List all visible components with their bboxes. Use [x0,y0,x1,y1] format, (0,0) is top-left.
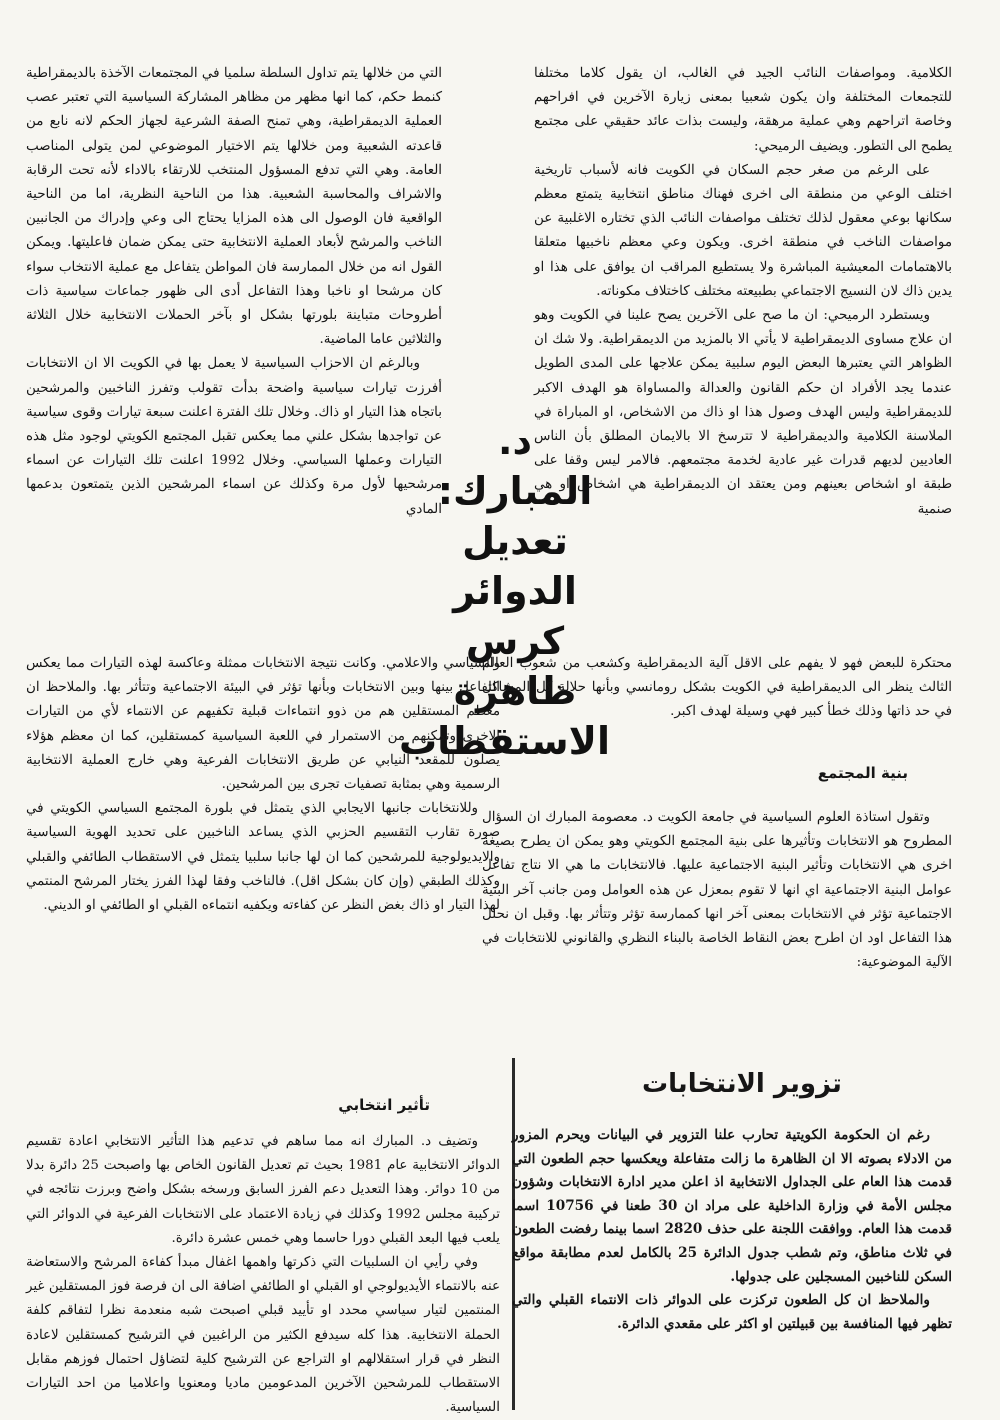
sidebar-heading: تزوير الانتخابات [642,1069,842,1099]
paragraph: وتضيف د. المبارك انه مما ساهم في تدعيم هذا التأثير الانتخابي اعادة تقسيم الدوائر الانتخابية عام 1981 بحيث تم تعديل القانون الخاص بها واصبحت 25 دائرة بدلا من 10 دوائر. وهذا التعديل دعم الفرز السابق ورسخه بشكل واضح وبرزت نتائجه في تركيبة مجلس 1992 وكذلك في زيادة الاعتماد على الانتخابات الفرعية في الدوائر التي يلعب فيها البعد القبلي دورا حاسما وهي خمس عشرة دائرة. [26,1134,501,1246]
paragraph: التي من خلالها يتم تداول السلطة سلميا في المجتمعات الآخذة بالديمقراطية كنمط حكم، كما انها مظهر من مظاهر المشاركة السياسية التي تعتبر عصب العملية الديمقراطية، وهي تمنح الصفة الشرعية لجهاز الحكم لانه نابع من قاعدته الشعبية ومن خلالها يتم الاختيار الموضوعي لمن يتولى المناصب العامة. وهي التي تدفع المسؤول المنتخب للارتقاء بالاداء لأنه تحت الرقابة والاشراف والمحاسبة الشعبية. هذا من الناحية النظرية، اما من الناحية الواقعية فان الوصول الى هذه المزايا يحتاج الى وعي وإدراك من الجانبين الناخب والمرشح لأبعاد العملية الانتخابية حتى يمكن ضمان فاعليتها. ويمكن القول انه من خلال الممارسة فان المواطن يتفاعل مع عملية الانتخاب سواء كان مرشحا او ناخبا وهذا التفاعل أدى الى ظهور جماعات سياسية ذات أطروحات متباينة بلورتها بشكل او بآخر الحملات الانتخابية خلال الثلاثة والثلاثين عاما الماضية. [26,66,442,348]
title-line-author: د. المبارك: [437,419,593,513]
paragraph: وبالرغم ان الاحزاب السياسية لا يعمل بها في الكويت الا ان الانتخابات أفرزت تيارات سياسية واضحة بدأت تقولب وتفرز الناخبين والمرشحين باتجاه هذا التيار او ذاك. وخلال تلك الفترة اعلنت سبعة تيارات وقوى سياسية عن تواجدها بشكل علني مما يعكس تقبل المجتمع الكويتي لوجود مثل هذه التيارات وعملها السياسي. وخلال 1992 اعلنت تلك التيارات عن اسماء مرشحيها لأول مرة وكذلك عن اسماء المرشحين الذين يتمتعون بدعمها المادي [26,356,442,517]
paragraph: على الرغم من صغر حجم السكان في الكويت فانه لأسباب تاريخية اختلف الوعي من منطقة الى اخرى فهناك مناطق انتخابية يتمتع معظم سكانها بوعي معقول لذلك تختلف مواصفات النائب الذي تختاره الاغلبية عن مواصفات الناخب في منطقة اخرى. ويكون وعي معظم ناخبيها متعلقا بالاهتمامات المعيشية المباشرة ولا يستطيع المراقب ان يوافق على هذا او يدين ذاك لان النسيج الاجتماعي بطبيعته مختلف كاختلاف مكوناته. [534,162,952,299]
paragraph: وفي رأيي ان السلبيات التي ذكرتها واهمها اغفال مبدأ كفاءة المرشح والاستعاضة عنه بالانتماء الأيديولوجي او القبلي او الطائفي اضافة الى ان فرصة فوز المستقلين غير المنتمين لتيار سياسي محدد او تأييد قبلي اصبحت شبه منعدمة نظرا لتفاقم كلفة الحملة الانتخابية. هذا كله سيدفع الكثير من الراغبين في الترشيح كمستقلين لاعادة النظر في قرار استقلالهم او التراجع عن الترشيح كلية لتضاؤل احتمال فوزهم مقابل الاستقطاب للمرشحين الآخرين المدعومين ماديا ومعنويا واعلاميا من احد التيارات السياسية. [26,1255,500,1416]
title-line-2: كرس ظاهرة [453,619,577,713]
title-line-1: تعديل الدوائر [453,519,577,613]
section-effect-text [26,1130,501,1416]
section-society-text [482,806,952,1046]
paragraph: ويستطرد الرميحي: ان ما صح على الآخرين يصح علينا في الكويت وهو ان علاج مساوى الديمقراطية لا يأتي الا بالمزيد من الديمقراطية. ولا شك ان الظواهر التي يعتبرها البعض اليوم سلبية يمكن علاجها على المدى الطويل عندما يجد الأفراد ان حكم القانون والعدالة والمساواة هو الهدف الاكبر للديمقراطية وليس الهدف وصول هذا او ذاك من الاشخاص، او المباراة في الملاسنة الكلامية والديمقراطية لا تترسخ الا بالايمان المطلق بأن الناس العاديين لديهم قدرات غير عادية لخدمة مجتمعهم. فالامر ليس وقفا على طبقة او اشخاص بعينهم ومن يعتقد ان الديمقراطية هي اشخاص او هي صنمية [534,308,952,517]
paragraph: والملاحظ ان كل الطعون تركزت على الدوائر ذات الانتماء القبلي والتي تظهر فيها المنافسة بين قبيلتين او اكثر على مقعدي الدائرة. [512,1292,952,1332]
sidebar-text [512,1124,952,1410]
title-line-3: الاستقطاب [398,719,610,763]
paragraph: والسياسي والاعلامي. وكانت نتيجة الانتخابات ممثلة وعاكسة لهذه التيارات مما يعكس التفاعل بينها وبين الانتخابات وبأنها تؤثر في البيئة الاجتماعية وتتأثر بها. والملاحظ ان معظم المستقلين هم من ذوو انتماءات قبلية تكفيهم عن الانتماء لأي من التيارات الاخرى وتمكنهم من الاستمرار في اللعبة السياسية كمستقلين، كما ان معظم هؤلاء يصلون للمقعد النيابي عن طريق الانتخابات الفرعية وهي خارج العملية الانتخابية الرسمية وهي بمثابة تصفيات تجرى بين المرشحين. [26,656,500,793]
paragraph: وتقول استاذة العلوم السياسية في جامعة الكويت د. معصومة المبارك ان السؤال المطروح هو الانتخابات وتأثيرها على بنية المجتمع الكويتي وهو يمكن ان يطرح بصيغة اخرى هي الانتخابات وتأثير البنية الاجتماعية عليها. فالانتخابات ما هي الا نتاج تفاعل عوامل البنية الاجتماعية اي انها لا تقوم بمعزل عن هذه العوامل ومن جانب آخر البنية الاجتماعية تؤثر في الانتخابات بمعنى آخر انها كممارسة تؤثر وتتأثر بها. وقبل ان نحلل هذا التفاعل اود ان اطرح بعض النقاط الخاصة بالبناء النظري والقانوني للانتخابات في الآلية الموضوعية: [482,810,952,971]
section-heading-society: بنية المجتمع [817,764,908,782]
paragraph: وللانتخابات جانبها الايجابي الذي يتمثل في بلورة المجتمع السياسي الكويتي في صورة تقارب التقسيم الحزبي الذي يساعد الناخبين على تحديد الهوية السياسية والايديولوجية للمرشحين كما ان لها جانبا سلبيا يتمثل في الاستقطاب الطائفي والقبلي وكذلك الطبقي (وإن كان بشكل اقل). فالناخب وفقا لهذا الفرز يختار المرشح المنتمي لهذا التيار او ذاك بغض النظر عن كفاءته ويكفيه انتماءه القبلي او الطائفي او الديني. [26,801,500,914]
right-column-wide [482,652,952,748]
left-column-top [26,62,442,644]
left-column-wide [26,652,500,1084]
paragraph: الكلامية. ومواصفات النائب الجيد في الغالب، ان يقول كلاما مختلفا للتجمعات المختلفة وان يكون شعبيا بمعنى زيارة الآخرين في افراحهم وخاصة اتراحهم وهي عملية مرهقة، وليست بذات عائد حقيقي على مجتمع يطمح الى التطور. ويضيف الرميحي: [534,66,952,154]
paragraph: محتكرة للبعض فهو لا يفهم على الاقل آلية الديمقراطية وكشعب من شعوب العالم الثالث ينظر الى الديمقراطية في الكويت بشكل رومانسي وبأنها حلالة كل المشاكل في حد ذاتها وذلك خطأ كبير فهي وسيلة لهدف اكبر. [482,656,952,720]
section-heading-effect: تأثير انتخابي [338,1096,430,1114]
paragraph: رغم ان الحكومة الكويتية تحارب علنا التزوير في البيانات ويحرم المزور من الادلاء بصوته الا ان الظاهرة ما زالت متفاعلة ويعكسها حجم الطعون التي قدمت هذا العام على الجداول الانتخابية اذ اعلن مدير ادارة الانتخابات وشؤون مجلس الأمة في وزارة الداخلية على مراد ان 30 طعنا في 10756 اسما قدمت هذا العام. ووافقت اللجنة على حذف 2820 اسما بينما رفضت الطعون في ثلاث مناطق، وتم شطب جدول الدائرة 25 بالكامل لعدم مطابقة مواقع السكن للناخبين المسجلين على جدولها. [512,1127,953,1285]
